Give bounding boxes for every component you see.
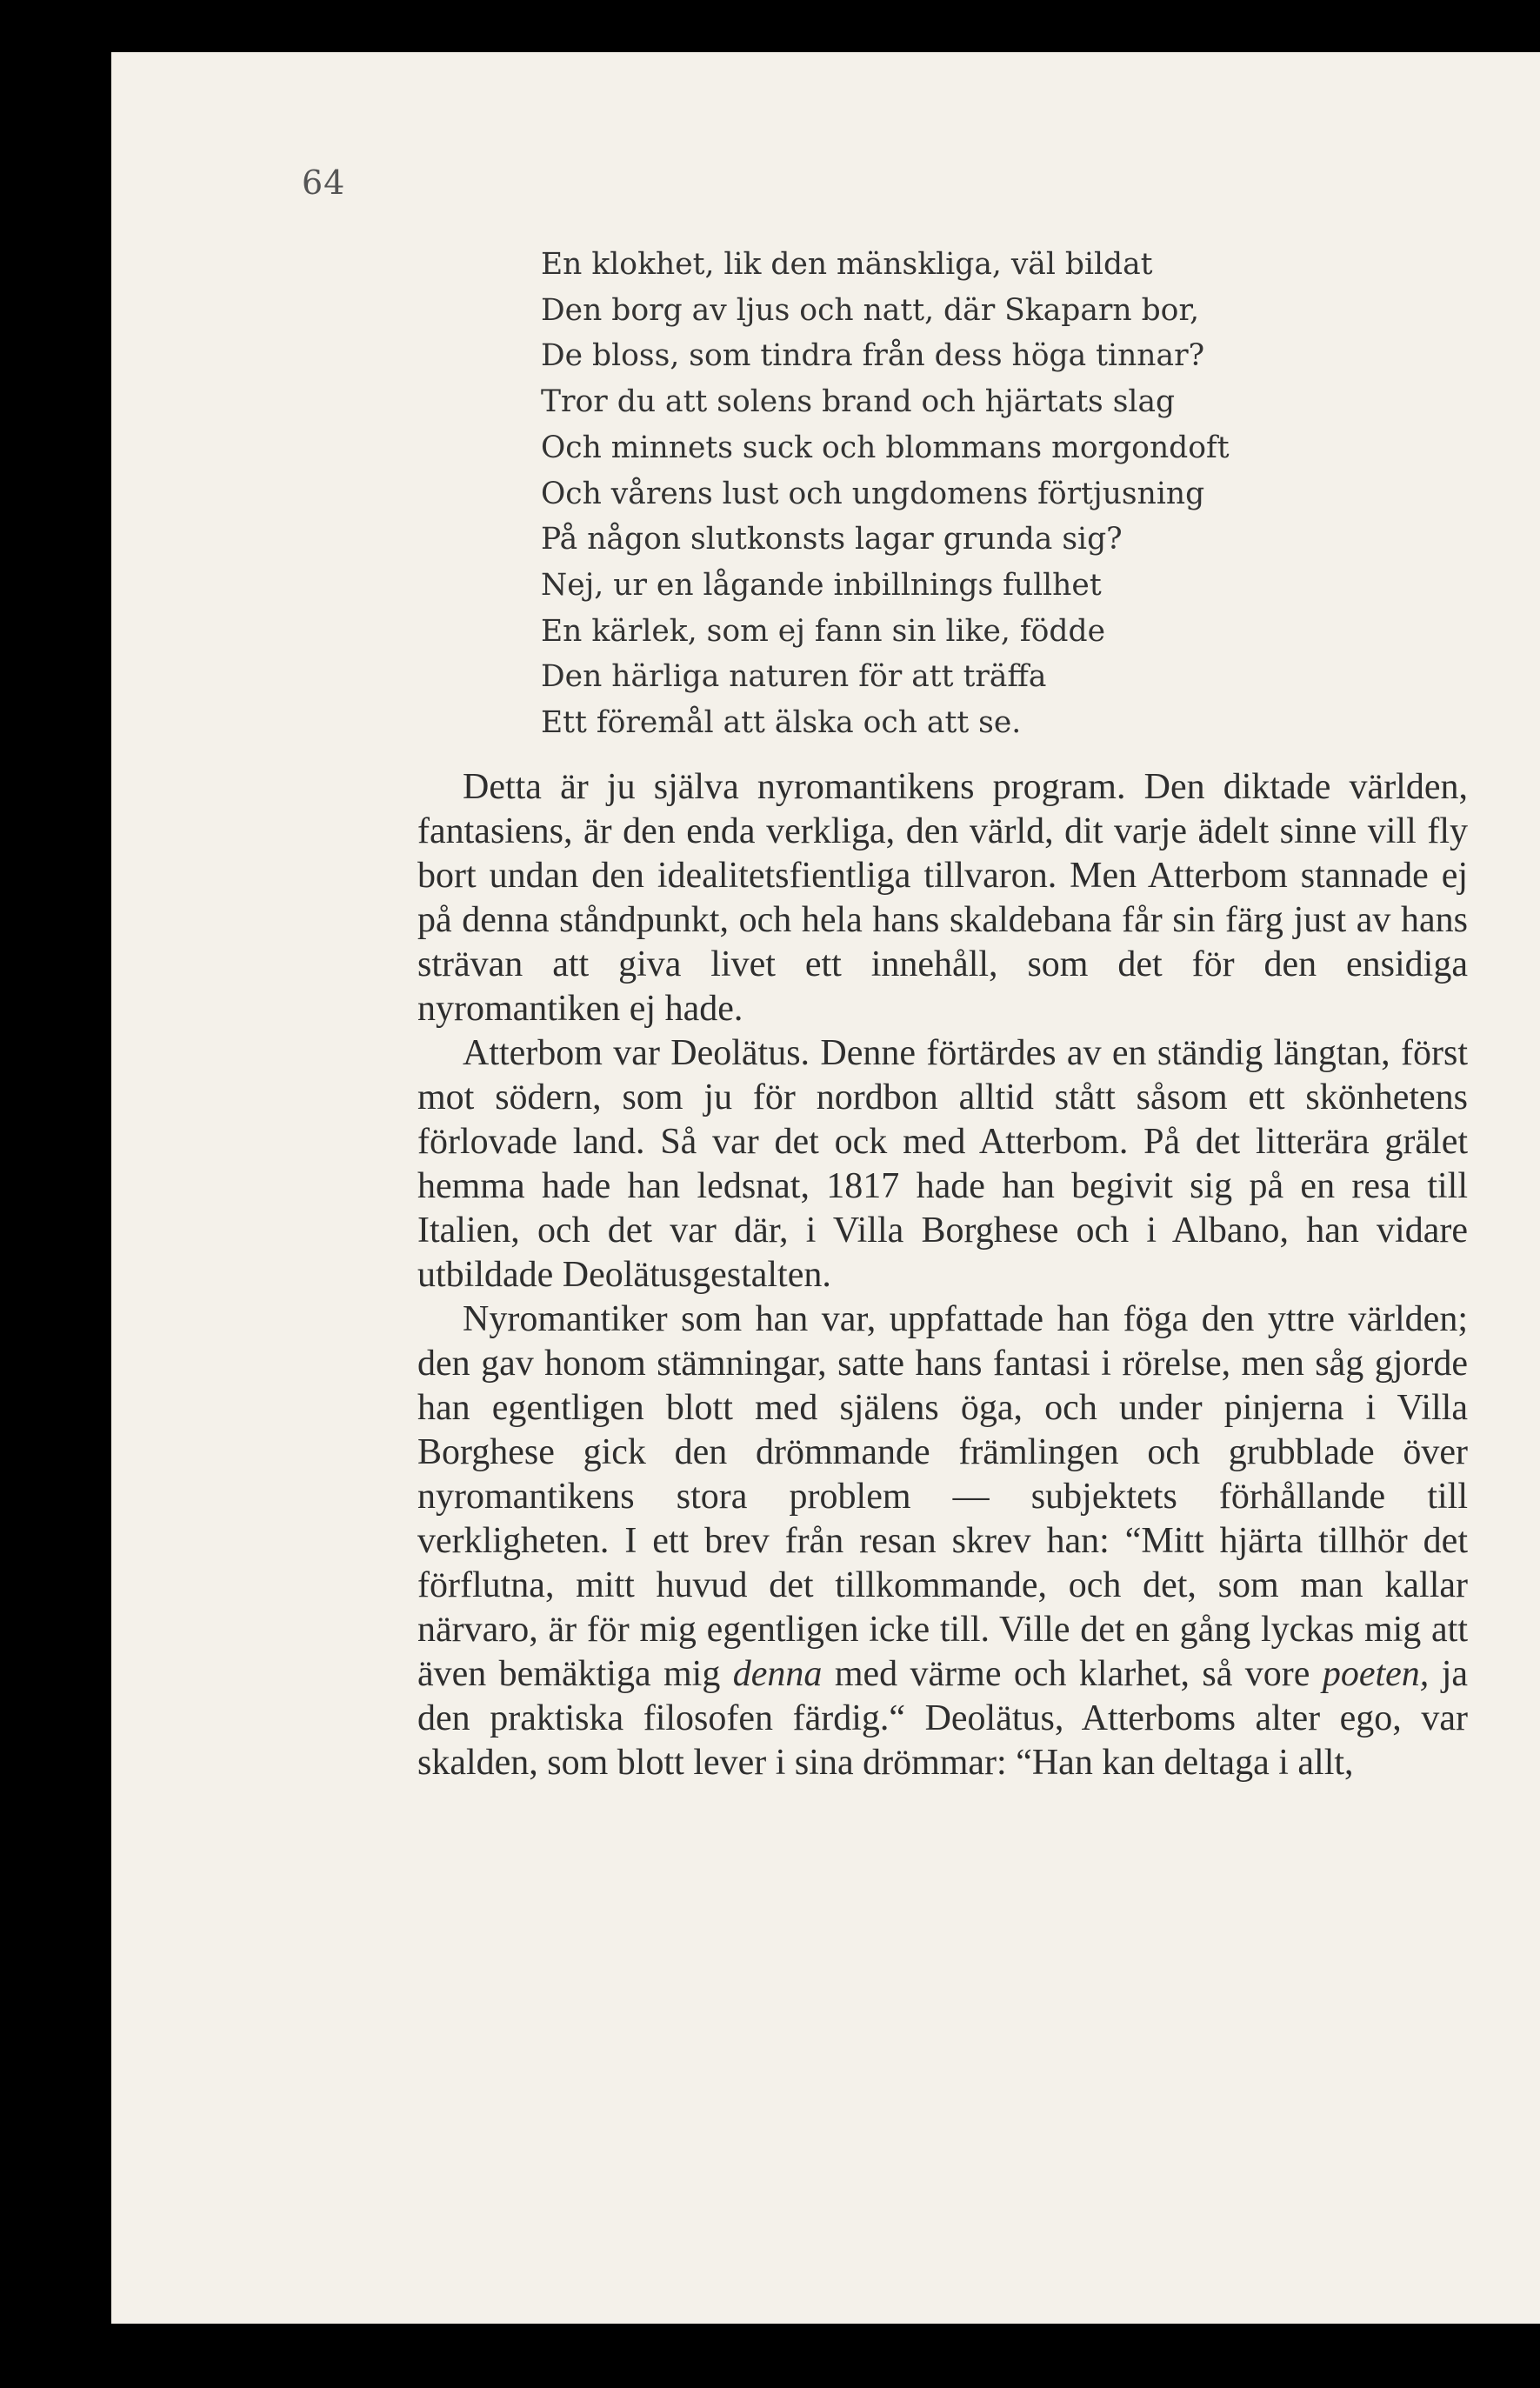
poem-line: En klokhet, lik den mänskliga, väl bildat <box>541 247 1153 282</box>
paragraph-text: Nyromantiker som han var, uppfattade han föga den yttre världen; den gav honom stämningar, satte hans fantasi i rörelse, men såg gjorde han egentligen blott med själens öga, och under pinjerna i Villa Borghese gick den drömmande främlingen och grubblade över nyromantikens stora problem — subjektets förhållande till verkligheten. I ett brev från resan skrev han: “Mitt hjärta tillhör det förflutna, mitt huvud det tillkommande, och det, som man kallar närvaro, är för mig egentligen icke till. Ville det en gång lyckas mig att även bemäktiga mig <box>417 1299 1468 1694</box>
poem-line: Den borg av ljus och natt, där Skaparn bor, <box>541 292 1200 328</box>
body-text <box>417 765 1468 1785</box>
paragraph-text: med värme och klarhet, så vore <box>834 1654 1310 1694</box>
paragraph-deolatus: Atterbom var Deolätus. Denne förtärdes av en ständig längtan, först mot södern, som ju för nordbon alltid stått såsom ett skönhetens förlovade land. Så var det ock med Atterbom. På det litterära grälet hemma hade han ledsnat, 1817 hade han begivit sig på en resa till Italien, och det var där, i Villa Borghese och i Albano, han vidare utbildade Deolätusgestalten. <box>417 1033 1468 1295</box>
poem-line: Ett föremål att älska och att se. <box>541 705 1022 741</box>
poem-line: De bloss, som tindra från dess höga tinnar? <box>541 338 1205 374</box>
poem-line: Och minnets suck och blommans morgondoft <box>541 430 1230 465</box>
page-number: 64 <box>302 163 346 202</box>
emphasized-word: poeten, <box>1322 1654 1430 1694</box>
poem-line: Nej, ur en lågande inbillnings fullhet <box>541 567 1102 603</box>
paragraph-text: ja den praktiska filosofen färdig.“ Deolätus, Atterboms alter ego, var skalden, som blott lever i sina drömmar: “Han kan deltaga i allt, <box>417 1654 1469 1783</box>
poem-line: Tror du att solens brand och hjärtats slag <box>541 384 1176 420</box>
poem-line: Och vårens lust och ungdomens förtjusning <box>541 476 1205 511</box>
emphasized-word: denna <box>732 1654 823 1694</box>
paragraph-nyromantiker <box>417 1297 1468 1785</box>
paragraph-program: Detta är ju själva nyromantikens program. Den diktade världen, fantasiens, är den enda verkliga, den värld, dit varje ädelt sinne vill fly bort undan den idealitetsfientliga tillvaron. Men Atterbom stannade ej på denna ståndpunkt, och hela hans skaldebana får sin färg just av hans strävan att giva livet ett innehåll, som det för den ensidiga nyromantiken ej hade. <box>417 767 1468 1029</box>
poem-line: En kärlek, som ej fann sin like, födde <box>541 613 1105 649</box>
poem-line: Den härliga naturen för att träffa <box>541 659 1047 695</box>
poem-stanza <box>541 242 1230 746</box>
poem-line: På någon slutkonsts lagar grunda sig? <box>541 522 1123 557</box>
